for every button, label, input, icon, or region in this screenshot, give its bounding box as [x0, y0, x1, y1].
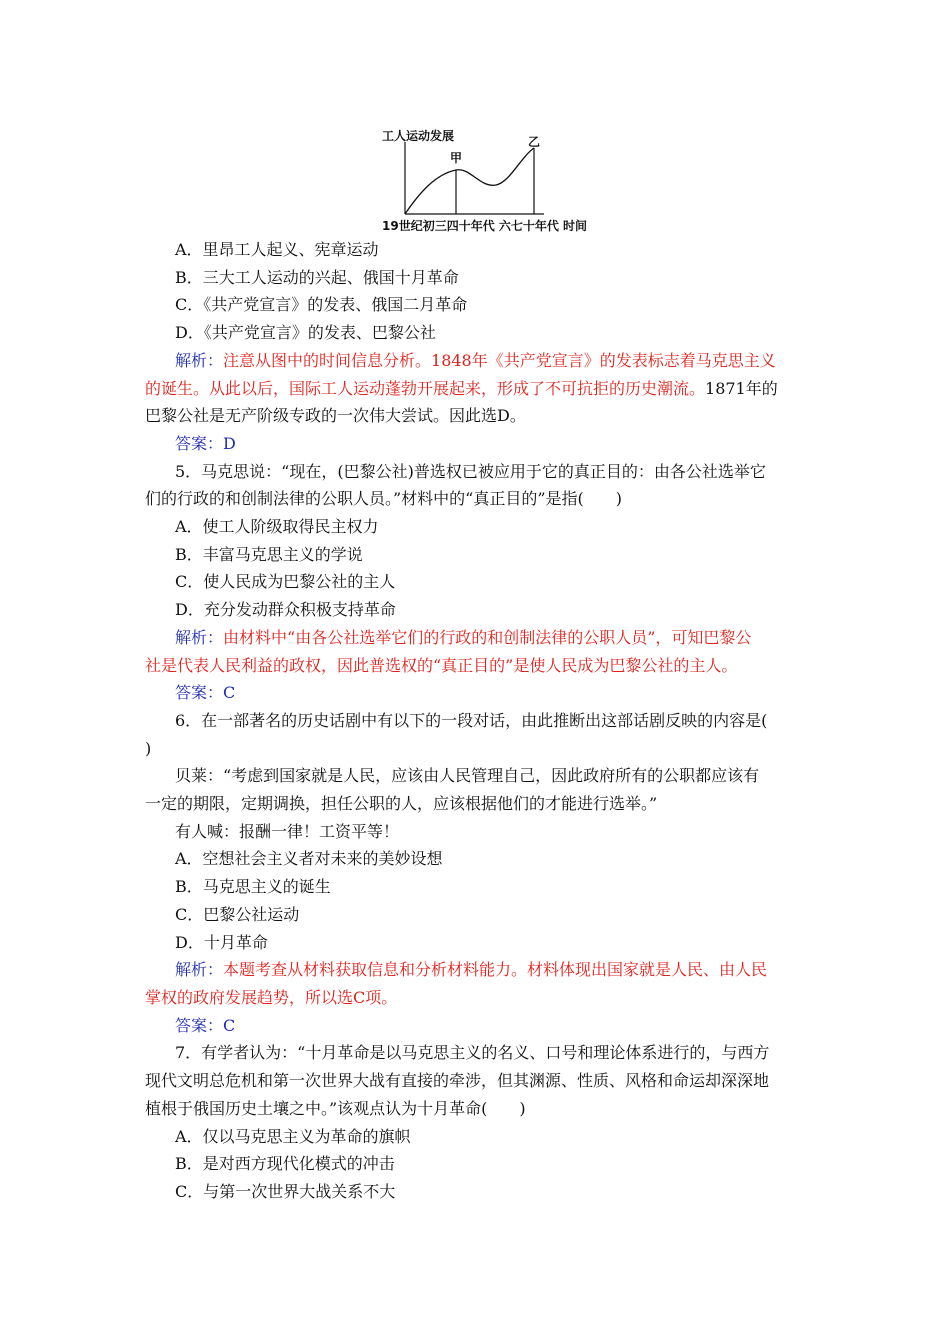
q7-option-b: B．是对西方现代化模式的冲击	[175, 1154, 395, 1174]
q4-option-c: C．《共产党宣言》的发表、俄国二月革命	[175, 295, 468, 315]
q7-stem-line-1: 7．有学者认为：“十月革命是以马克思主义的名义、口号和理论体系进行的，与西方	[175, 1043, 770, 1063]
q7-stem-line-2: 现代文明总危机和第一次世界大战有直接的牵涉，但其渊源、性质、风格和命运却深深地	[145, 1071, 770, 1091]
q4-option-a: A．里昂工人起义、宪章运动	[175, 240, 379, 259]
figure-x-axis-label: 19世纪初三四十年代 六七十年代 时间	[382, 219, 588, 233]
q5-analysis-line-1	[145, 624, 813, 652]
q5-option-c: C．使人民成为巴黎公社的主人	[175, 572, 396, 592]
q6-option-a: A．空想社会主义者对未来的美妙设想	[175, 849, 443, 869]
q7-option-c: C．与第一次世界大战关系不大	[175, 1181, 396, 1201]
q4-analysis-line-2	[145, 375, 813, 403]
q5-stem-line-1: 5．马克思说：“现在，(巴黎公社)普选权已被应用于它的真正目的：由各公社选举它	[175, 461, 766, 481]
q6-option-b: B．马克思主义的诞生	[175, 877, 331, 897]
q4-analysis-label: 解析：	[175, 350, 224, 370]
q6-quote-line-2: 一定的期限，定期调换，担任公职的人，应该根据他们的才能进行选举。”	[145, 794, 658, 814]
q6-option-d: D．十月革命	[175, 932, 268, 952]
q5-option-b: B．丰富马克思主义的学说	[175, 544, 363, 564]
q7-stem-line-3: 植根于俄国历史土壤之中。”该观点认为十月革命( )	[145, 1098, 526, 1118]
q5-analysis-line-2: 社是代表人民利益的政权，因此普选权的“真正目的”是使人民成为巴黎公社的主人。	[145, 655, 738, 675]
q4-analysis-line-3: 巴黎公社是无产阶级专政的一次伟大尝试。因此选D。	[145, 406, 526, 426]
workers-movement-curve-chart	[368, 122, 618, 242]
q4-answer: 答案：D	[175, 433, 236, 453]
q4-analysis-text-2-tail: 1871年的	[705, 378, 778, 398]
q5-stem-line-2: 们的行政的和创制法律的公职人员。”材料中的“真正目的”是指( )	[145, 489, 623, 509]
document-body	[145, 236, 813, 1206]
q7-option-a: A．仅以马克思主义为革命的旗帜	[175, 1126, 411, 1146]
q5-analysis-text-1: 由材料中“由各公社选举它们的行政的和创制法律的公职人员”，可知巴黎公	[223, 627, 752, 647]
q5-answer: 答案：C	[175, 683, 236, 703]
q5-analysis-label: 解析：	[175, 627, 224, 647]
q6-analysis-text-1: 本题考查从材料获取信息和分析材料能力。材料体现出国家就是人民、由人民	[223, 960, 768, 980]
q5-option-d: D．充分发动群众积极支持革命	[175, 600, 396, 620]
figure-y-label: 工人运动发展	[382, 129, 455, 143]
q4-option-d: D．《共产党宣言》的发表、巴黎公社	[175, 323, 436, 343]
q6-stem-line-2: )	[145, 738, 152, 758]
q5-option-a: A．使工人阶级取得民主权力	[175, 517, 379, 537]
figure-label-a: 甲	[450, 151, 463, 165]
q4-analysis-text-2: 的诞生。从此以后，国际工人运动蓬勃开展起来，形成了不可抗拒的历史潮流。	[145, 378, 706, 398]
q6-option-c: C．巴黎公社运动	[175, 904, 300, 924]
q4-analysis-line-1	[145, 347, 813, 375]
q6-quote-line-1: 贝莱：“考虑到国家就是人民，应该由人民管理自己，因此政府所有的公职都应该有	[175, 766, 760, 786]
q6-stem-line-1: 6．在一部著名的历史话剧中有以下的一段对话，由此推断出这部话剧反映的内容是(	[175, 710, 768, 730]
workers-movement-figure	[368, 122, 618, 242]
q6-quote-line-3: 有人喊：报酬一律！工资平等！	[175, 821, 400, 841]
figure-label-b: 乙	[528, 135, 541, 149]
figure-curve	[405, 148, 534, 214]
q6-analysis-line-1	[145, 956, 813, 984]
q6-analysis-label: 解析：	[175, 960, 224, 980]
q6-answer: 答案：C	[175, 1015, 236, 1035]
q4-analysis-text-1: 注意从图中的时间信息分析。1848年《共产党宣言》的发表标志着马克思主义	[223, 350, 776, 370]
q4-option-b: B．三大工人运动的兴起、俄国十月革命	[175, 267, 459, 287]
q6-analysis-line-2: 掌权的政府发展趋势，所以选C项。	[145, 987, 398, 1007]
